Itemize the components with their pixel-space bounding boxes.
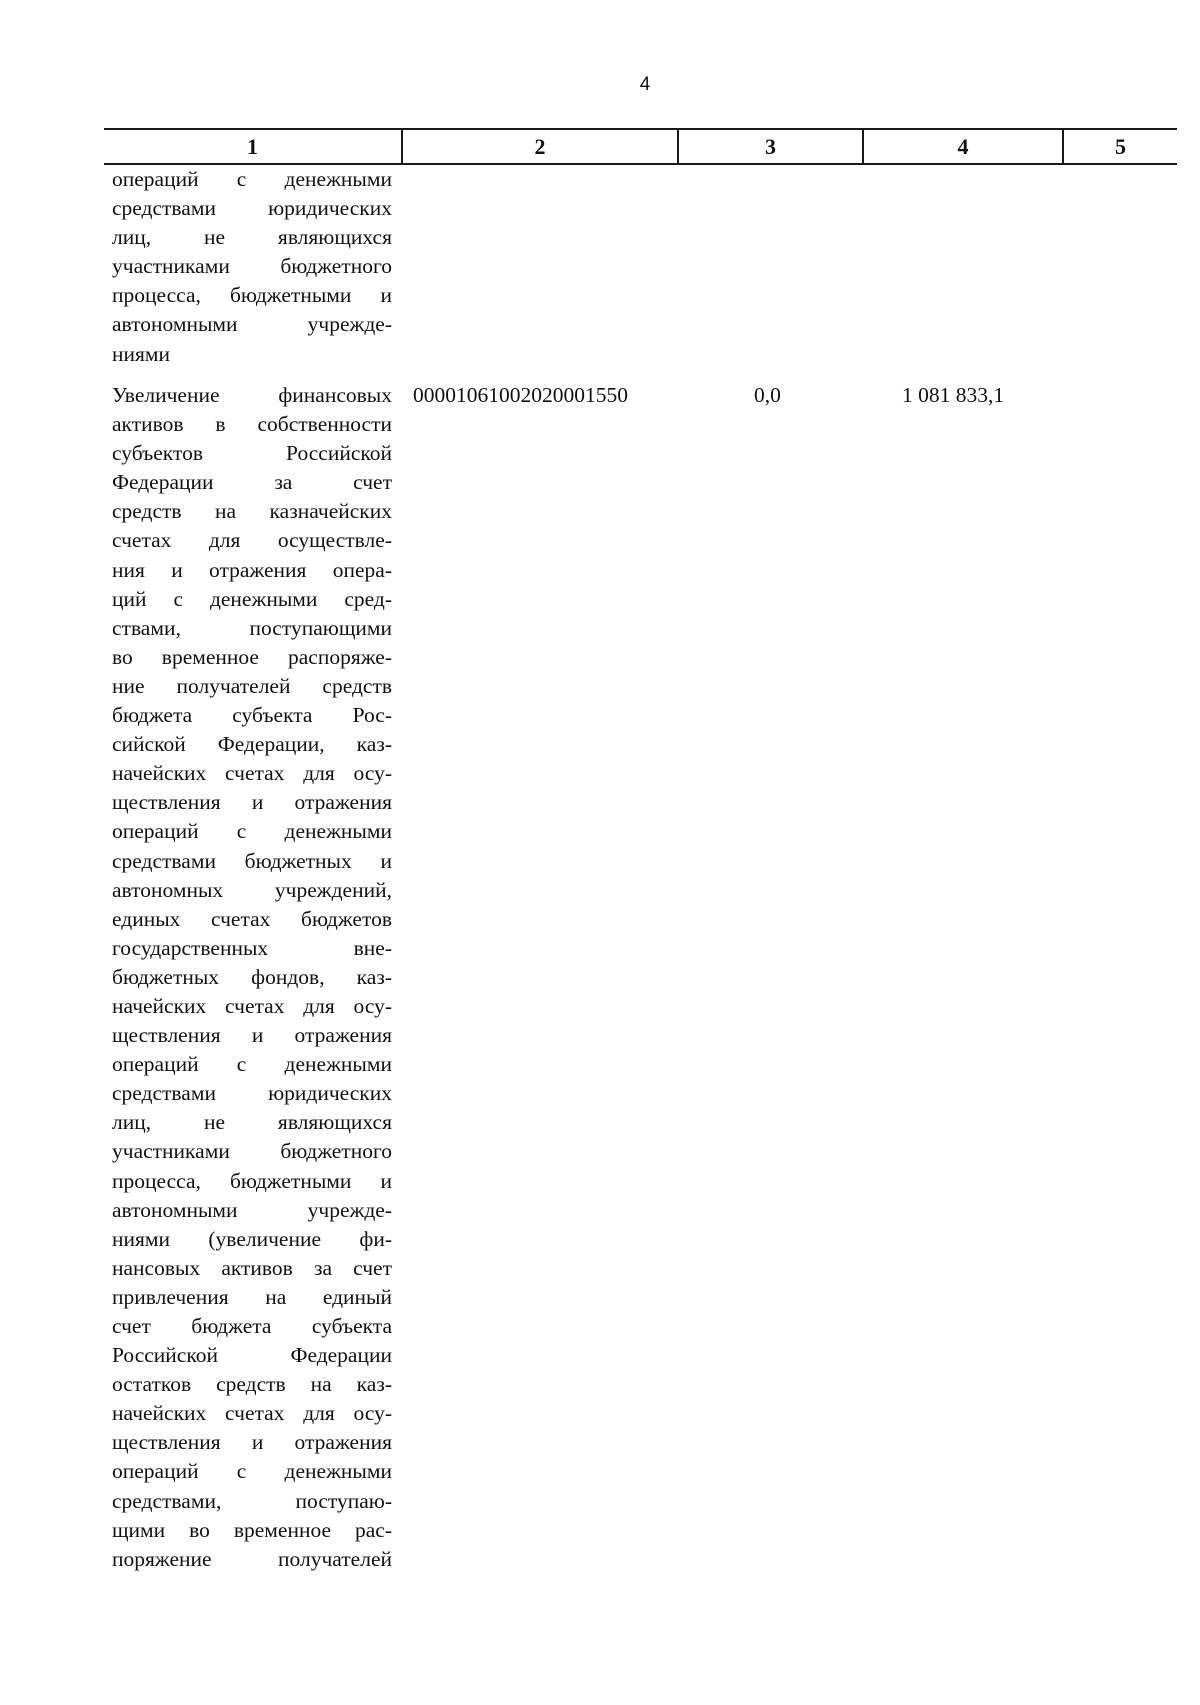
text-line: автономных учреждений, — [112, 877, 392, 902]
text-line: во временное распоряже- — [112, 644, 392, 669]
text-line: ществления и отражения — [112, 790, 392, 815]
text-line: Федерации за счет — [112, 470, 392, 495]
text-line: участниками бюджетного — [112, 1139, 392, 1164]
text-line: лиц, не являющихся — [112, 225, 392, 250]
text-line: участниками бюджетного — [112, 254, 392, 279]
text-line: автономными учрежде- — [112, 312, 392, 337]
column-4-value: 1 081 833,1 — [902, 383, 1005, 407]
text-line: лиц, не являющихся — [112, 1110, 392, 1135]
text-line: ствами, поступающими — [112, 615, 392, 640]
text-line: средств на казначейских — [112, 499, 392, 524]
text-line: начейских счетах для осу- — [112, 761, 392, 786]
table-header-top-rule — [104, 128, 1177, 130]
text-line: поряжение получателей — [112, 1546, 392, 1571]
text-line: бюджета субъекта Рос- — [112, 703, 392, 728]
text-line: средствами бюджетных и — [112, 848, 392, 873]
text-line: средствами, поступаю- — [112, 1488, 392, 1513]
text-line: щими во временное рас- — [112, 1517, 392, 1542]
text-line: субъектов Российской — [112, 441, 392, 466]
page-number: 4 — [639, 74, 651, 95]
text-line: привлечения на единый — [112, 1284, 392, 1309]
text-line: единых счетах бюджетов — [112, 906, 392, 931]
text-line: автономными учрежде- — [112, 1197, 392, 1222]
text-line: счет бюджета субъекта — [112, 1314, 392, 1338]
text-line: операций с денежными — [112, 1052, 392, 1077]
text-line: ниями (увеличение фи- — [112, 1226, 392, 1251]
text-line: ществления и отражения — [112, 1430, 392, 1455]
text-line: Российской Федерации — [112, 1343, 392, 1368]
column-3-value: 0,0 — [754, 383, 781, 407]
text-line: средствами юридических — [112, 196, 392, 221]
text-line: ние получателей средств — [112, 673, 392, 698]
text-line: ния и отражения опера- — [112, 557, 392, 582]
text-line: нансовых активов за счет — [112, 1255, 392, 1280]
text-line: ществления и отражения — [112, 1023, 392, 1048]
text-line: ниями — [112, 341, 171, 366]
column-header-2: 2 — [534, 134, 546, 159]
budget-code: 00001061002020001550 — [413, 383, 628, 407]
text-line: остатков средств на каз- — [112, 1372, 392, 1397]
continued-row-description — [112, 165, 392, 369]
text-line: процесса, бюджетными и — [112, 283, 392, 308]
text-line: операций с денежными — [112, 1459, 392, 1484]
text-line: начейских счетах для осу- — [112, 993, 392, 1018]
text-line: процесса, бюджетными и — [112, 1168, 392, 1193]
text-line: активов в собственности — [112, 412, 392, 437]
column-header-3: 3 — [765, 134, 776, 159]
text-line: средствами юридических — [112, 1081, 392, 1106]
text-line: счетах для осуществле- — [112, 528, 392, 553]
row-description — [112, 381, 392, 1574]
text-line: бюджетных фондов, каз- — [112, 964, 392, 989]
text-line: сийской Федерации, каз- — [112, 732, 392, 757]
text-line: Увеличение финансовых — [112, 383, 392, 407]
text-line: ций с денежными сред- — [112, 586, 392, 611]
text-line: операций с денежными — [112, 167, 392, 191]
column-header-5: 5 — [1115, 134, 1126, 159]
text-line: начейских счетах для осу- — [112, 1401, 392, 1426]
column-header-1: 1 — [247, 134, 258, 159]
text-line: государственных вне- — [112, 935, 392, 960]
column-header-4: 4 — [957, 134, 969, 159]
text-line: операций с денежными — [112, 819, 392, 844]
